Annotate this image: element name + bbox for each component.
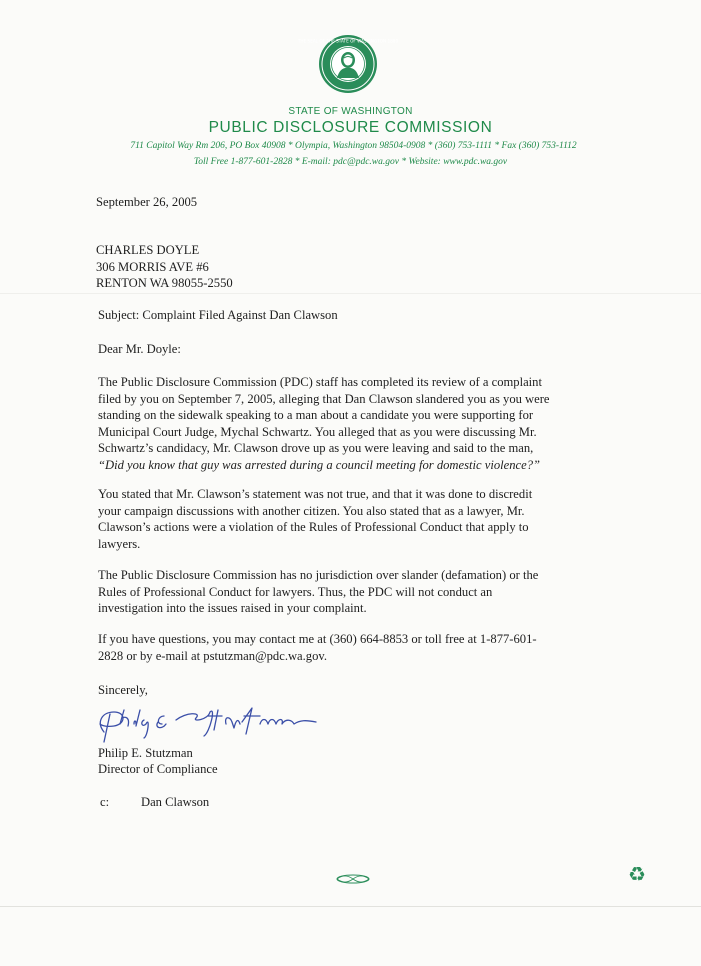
recipient-city: RENTON WA 98055-2550 bbox=[96, 276, 233, 290]
paragraph-line: You stated that Mr. Clawson’s statement was not true, and that it was done to discredit bbox=[98, 487, 533, 501]
paragraph-line: investigation into the issues raised in your complaint. bbox=[98, 601, 367, 615]
paragraph-line: standing on the sidewalk speaking to a man about a candidate you were supporting for bbox=[98, 408, 534, 422]
paragraph-line: Schwartz’s candidacy, Mr. Clawson drove up as you were leaving and said to the man, bbox=[98, 441, 534, 455]
paragraph-line: The Public Disclosure Commission (PDC) staff has completed its review of a complaint bbox=[98, 375, 542, 389]
cc-label: c: bbox=[100, 795, 110, 809]
salutation: Dear Mr. Doyle: bbox=[98, 342, 181, 356]
recipient-name: CHARLES DOYLE bbox=[96, 243, 200, 257]
recipient-address bbox=[96, 242, 233, 292]
scan-artifact-line bbox=[0, 293, 701, 294]
letter-date: September 26, 2005 bbox=[96, 195, 198, 209]
closing: Sincerely, bbox=[98, 683, 148, 697]
signer-title: Director of Compliance bbox=[98, 762, 218, 776]
seal-text: THE SEAL OF THE STATE OF WASHINGTON 1889 bbox=[297, 38, 399, 44]
body-paragraph-4 bbox=[98, 631, 618, 664]
state-seal-icon bbox=[297, 34, 399, 94]
paragraph-line: lawyers. bbox=[98, 536, 141, 551]
cc-name: Dan Clawson bbox=[141, 795, 210, 809]
body-paragraph-3 bbox=[98, 567, 618, 617]
subject-line: Subject: Complaint Filed Against Dan Clawson bbox=[98, 308, 338, 322]
paragraph-line: Clawson’s actions were a violation of the Rules of Professional Conduct that apply to bbox=[98, 520, 529, 534]
paragraph-line: filed by you on September 7, 2005, alleging that Dan Clawson slandered you as you were bbox=[98, 391, 550, 406]
commission-name: PUBLIC DISCLOSURE COMMISSION bbox=[208, 119, 493, 136]
letterhead-address: 711 Capitol Way Rm 206, PO Box 40908 * Olympia, Washington 98504-0908 * (360) 753-1111 * Fax (360) 753-1112 bbox=[130, 141, 577, 151]
paragraph-line: The Public Disclosure Commission has no jurisdiction over slander (defamation) or the bbox=[98, 568, 539, 582]
state-heading: STATE OF WASHINGTON bbox=[288, 106, 413, 117]
paragraph-line: 2828 or by e-mail at pstutzman@pdc.wa.gov. bbox=[98, 648, 328, 663]
paragraph-line: your campaign discussions with another citizen. You also stated that as a lawyer, Mr. bbox=[98, 503, 525, 518]
recipient-street: 306 MORRIS AVE #6 bbox=[96, 259, 209, 274]
page-fold-line bbox=[0, 906, 701, 907]
paragraph-line: If you have questions, you may contact me at (360) 664-8853 or toll free at 1-877-601- bbox=[98, 632, 537, 646]
paragraph-line: Municipal Court Judge, Mychal Schwartz. You alleged that as you were discussing Mr. bbox=[98, 424, 537, 439]
footer-ornament-icon bbox=[334, 872, 372, 886]
body-paragraph-2 bbox=[98, 486, 618, 552]
quoted-statement: “Did you know that guy was arrested during a council meeting for domestic violence?” bbox=[98, 457, 541, 472]
handwritten-signature bbox=[90, 702, 330, 750]
recycle-icon: ♻ bbox=[628, 862, 646, 886]
body-paragraph-1 bbox=[98, 374, 618, 473]
signer-name: Philip E. Stutzman bbox=[98, 746, 193, 760]
letterhead-contact: Toll Free 1-877-601-2828 * E-mail: pdc@pdc.wa.gov * Website: www.pdc.wa.gov bbox=[193, 157, 508, 167]
paragraph-line: Rules of Professional Conduct for lawyers. Thus, the PDC will not conduct an bbox=[98, 584, 493, 599]
